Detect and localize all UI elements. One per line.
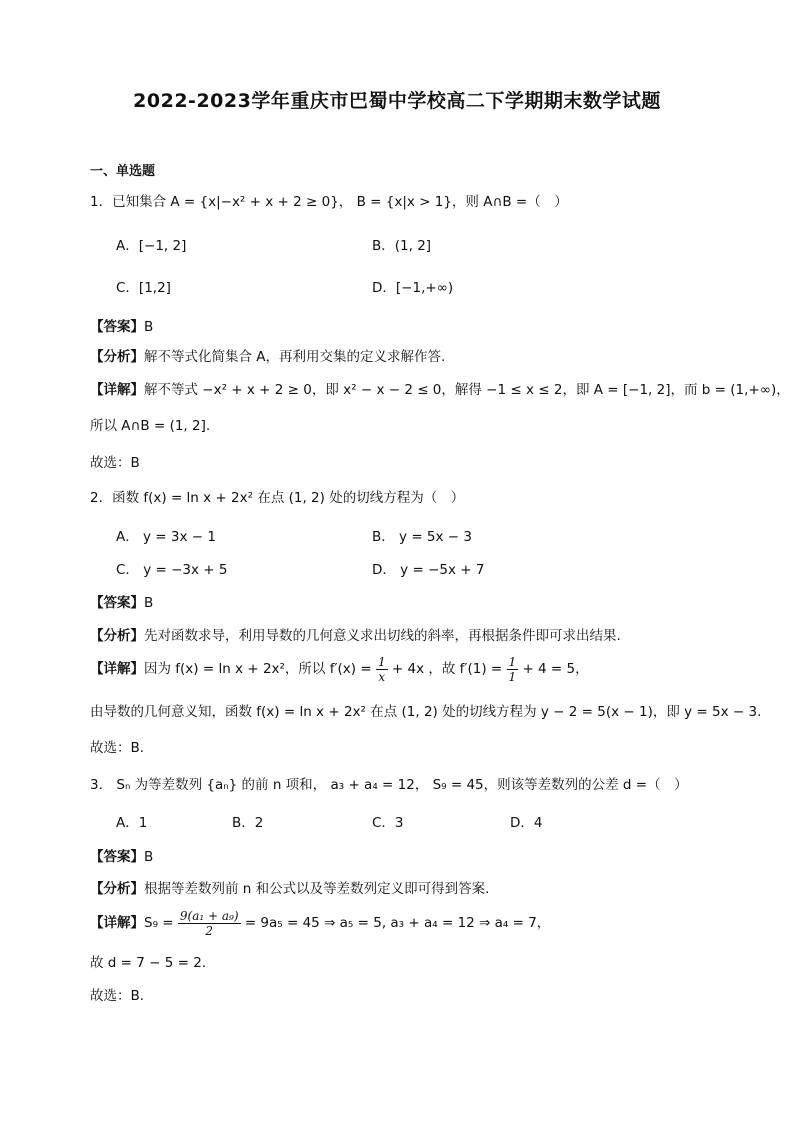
q2-detail-line2: 由导数的几何意义知，函数 f(x) = ln x + 2x² 在点 (1, 2) 处的切线方程为 y − 2 = 5(x − 1)，即 y = 5x − 3. [90, 704, 762, 720]
answer-value: B [144, 319, 154, 335]
analysis-tag: 【分析】 [90, 628, 144, 644]
q2-stem: 2．函数 f(x) = ln x + 2x² 在点 (1, 2) 处的切线方程为（ ） [90, 490, 465, 506]
detail-text-c: + 4 = 5， [522, 661, 589, 677]
detail-text-b: = 9a₅ = 45 ⇒ a₅ = 5, a₃ + a₄ = 12 ⇒ a₄ = 7， [244, 915, 551, 931]
q2-option-d: D． y = −5x + 7 [372, 562, 485, 578]
q3-answer [90, 847, 153, 867]
q1-detail-line2: 所以 A∩B = (1, 2]. [90, 418, 211, 434]
fraction-denominator: 1 [508, 669, 517, 684]
answer-value: B [144, 595, 154, 611]
fraction-denominator: x [378, 669, 386, 684]
q1-option-d: D．[−1,+∞) [372, 280, 454, 296]
q2-option-c: C． y = −3x + 5 [116, 562, 228, 578]
analysis-text: 先对函数求导，利用导数的几何意义求出切线的斜率，再根据条件即可求出结果. [144, 628, 621, 644]
fraction-sum-formula [178, 909, 241, 938]
detail-tag: 【详解】 [90, 382, 144, 398]
q1-analysis [90, 347, 445, 367]
fraction-numerator: 1 [377, 654, 386, 669]
q3-option-a: A．1 [116, 815, 148, 831]
q3-stem: 3． Sₙ 为等差数列 {aₙ} 的前 n 项和， a₃ + a₄ = 12， S₉ = 45，则该等差数列的公差 d =（ ） [90, 777, 688, 793]
q2-detail-line1 [90, 653, 589, 685]
detail-text-a: 因为 f(x) = ln x + 2x²，所以 f′(x) = [144, 661, 372, 677]
answer-tag: 【答案】 [90, 595, 144, 611]
q2-option-a: A． y = 3x − 1 [116, 529, 216, 545]
q3-option-d: D．4 [510, 815, 543, 831]
q2-analysis [90, 626, 621, 646]
detail-tag: 【详解】 [90, 661, 144, 677]
detail-tag: 【详解】 [90, 915, 144, 931]
q1-option-c: C．[1,2] [116, 280, 171, 296]
analysis-tag: 【分析】 [90, 349, 144, 365]
q3-detail-line2: 故 d = 7 − 5 = 2. [90, 955, 207, 971]
q1-option-a: A．[−1, 2] [116, 238, 187, 254]
q1-answer [90, 317, 153, 337]
fraction-1-over-1 [507, 655, 519, 684]
q3-choice: 故选：B. [90, 988, 145, 1004]
q3-option-b: B．2 [232, 815, 264, 831]
q2-option-b: B． y = 5x − 3 [372, 529, 472, 545]
q1-choice: 故选：B [90, 455, 140, 471]
fraction-denominator: 2 [205, 923, 214, 938]
analysis-tag: 【分析】 [90, 881, 144, 897]
answer-tag: 【答案】 [90, 849, 144, 865]
page-title: 2022-2023学年重庆市巴蜀中学校高二下学期期末数学试题 [133, 90, 661, 112]
q2-choice: 故选：B. [90, 740, 145, 756]
fraction-1-over-x [376, 655, 388, 684]
analysis-text: 解不等式化简集合 A，再利用交集的定义求解作答. [144, 349, 446, 365]
q3-analysis [90, 879, 489, 899]
answer-tag: 【答案】 [90, 319, 144, 335]
q1-stem: 1．已知集合 A = {x|−x² + x + 2 ≥ 0}， B = {x|x > 1}，则 A∩B =（ ） [90, 194, 568, 210]
section-heading: 一、单选题 [90, 164, 156, 179]
q1-option-b: B．(1, 2] [372, 238, 432, 254]
q1-detail-line1 [90, 380, 790, 400]
fraction-numerator: 9(a₁ + a₉) [179, 908, 239, 923]
analysis-text: 根据等差数列前 n 和公式以及等差数列定义即可得到答案. [144, 881, 490, 897]
q3-option-c: C．3 [372, 815, 404, 831]
q2-answer [90, 593, 153, 613]
detail-text-b: + 4x ，故 f′(1) = [391, 661, 503, 677]
q3-detail-line1 [90, 906, 550, 940]
fraction-numerator: 1 [508, 654, 517, 669]
detail-text-a: S₉ = [144, 915, 174, 931]
answer-value: B [144, 849, 154, 865]
detail-text: 解不等式 −x² + x + 2 ≥ 0，即 x² − x − 2 ≤ 0，解得 −1 ≤ x ≤ 2，即 A = [−1, 2]，而 b = (1,+∞)， [144, 382, 790, 398]
